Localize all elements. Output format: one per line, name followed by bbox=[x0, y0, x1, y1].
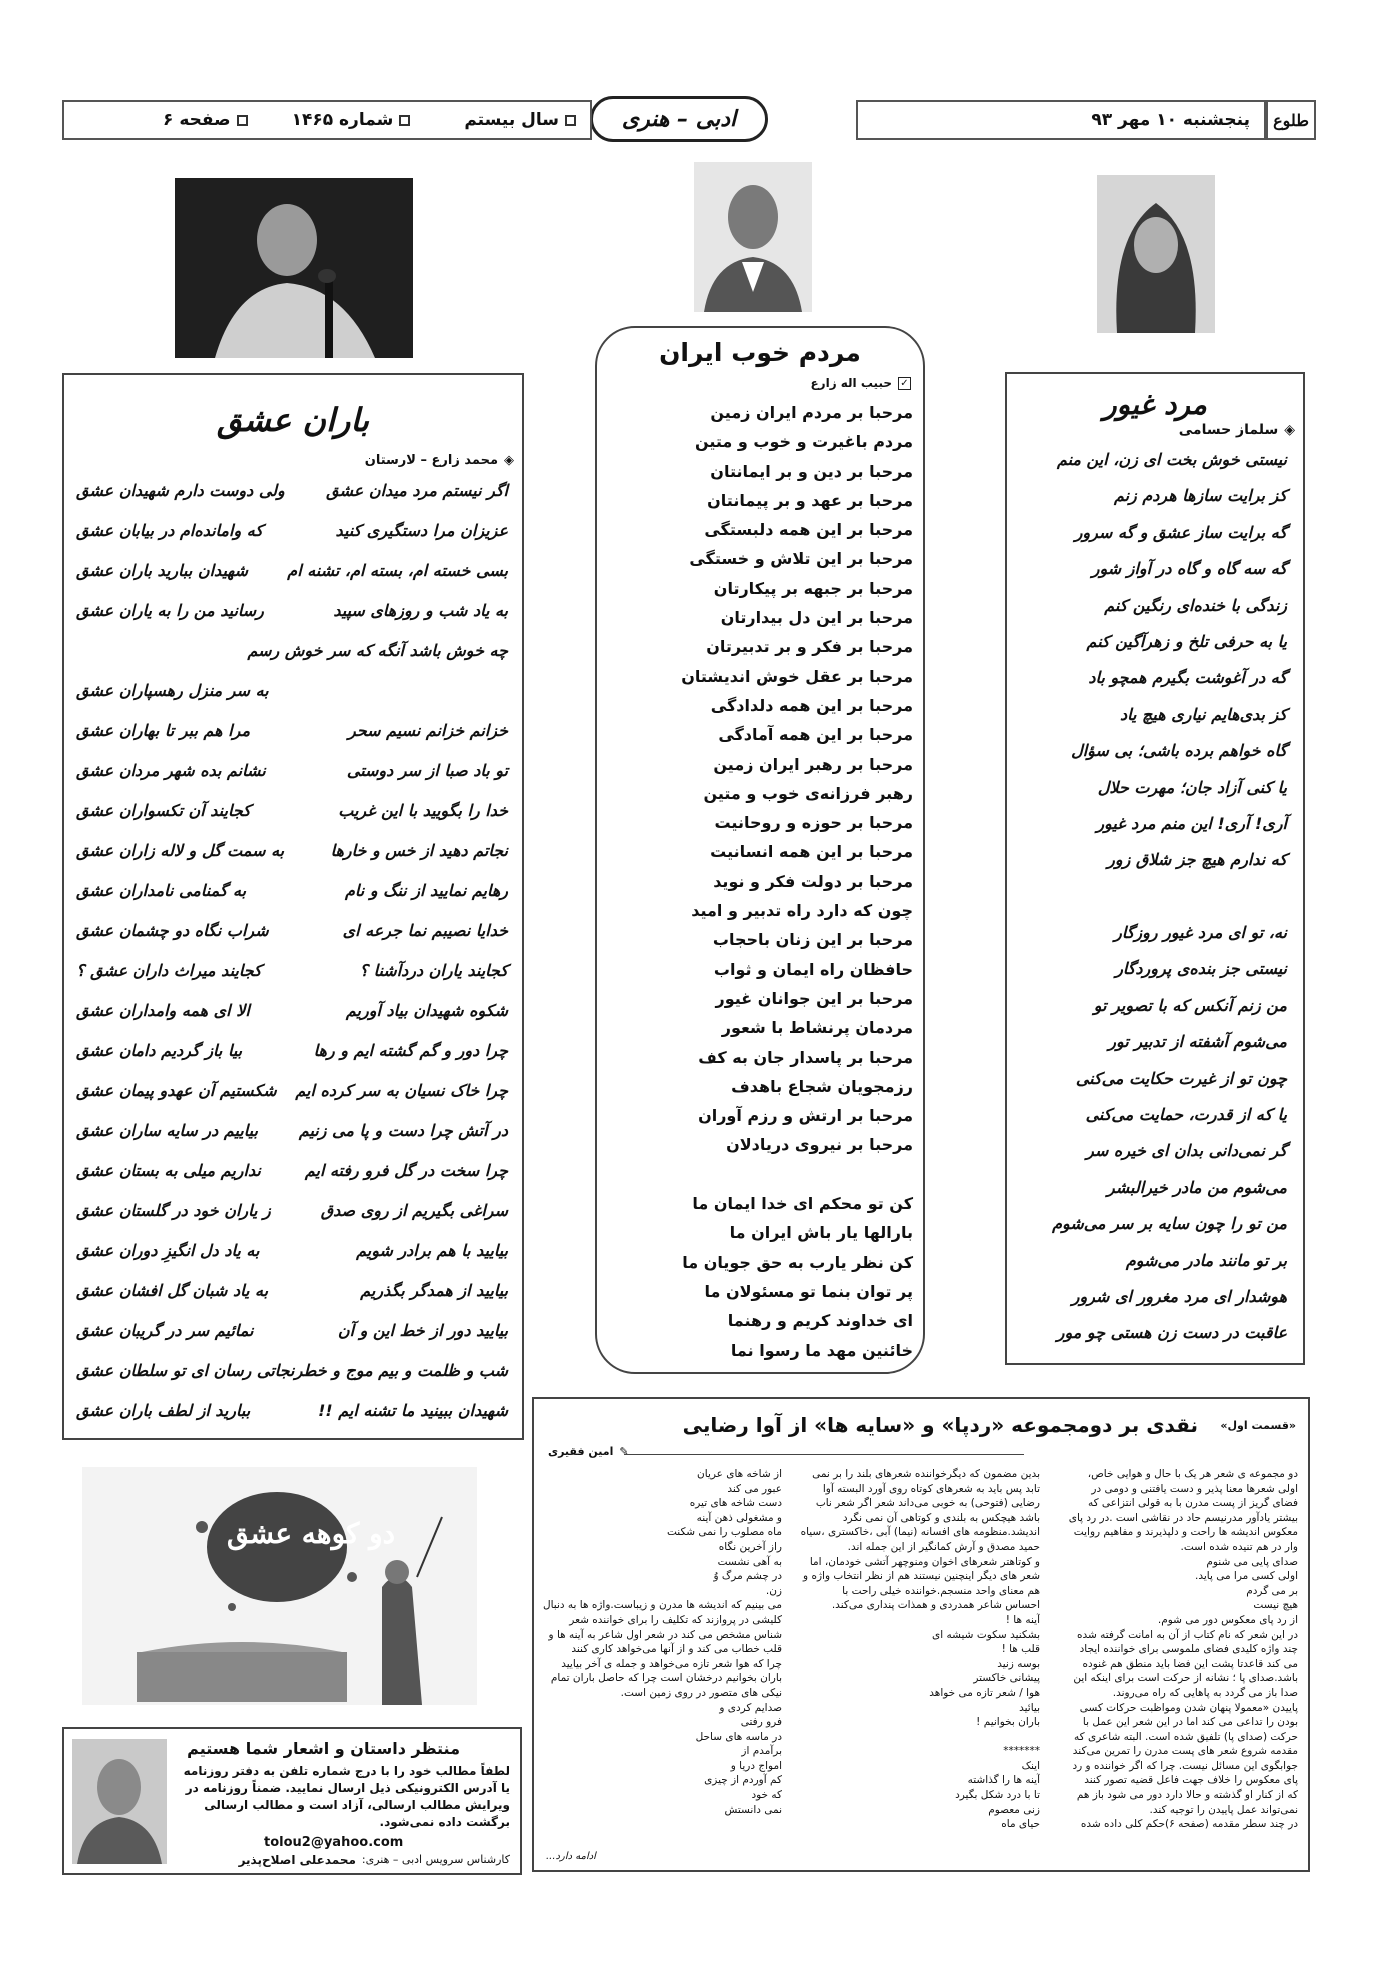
article-line: می بینیم که اندیشه ها مدرن و زیباست.واژه ها به دنبال bbox=[542, 1599, 782, 1612]
article-line: فضای گریز از پست مدرن با به قولی انتزاعی که bbox=[1087, 1497, 1298, 1510]
notice-line: لطفاً مطالب خود را با درج شماره تلفن به دفتر روزنامه bbox=[183, 1764, 510, 1778]
article-line: از شاخه های عریان bbox=[697, 1468, 782, 1480]
poem-line bbox=[607, 1160, 913, 1189]
article-line: بوسه زنید bbox=[997, 1657, 1040, 1670]
author-photo-middle bbox=[694, 162, 812, 312]
second-hemistich: ز یاران خود در گلستان عشق bbox=[76, 1201, 271, 1220]
article-line: باشد.صدای پا ؛ نشانه از حرکت است برای اینکه این bbox=[1073, 1672, 1298, 1685]
section-title: ادبی – هنری bbox=[621, 106, 737, 132]
article-line: بودن را تداعی می کند اما در این شعر این عمل با bbox=[1082, 1716, 1298, 1729]
article-line: صدایم کردی و bbox=[719, 1701, 782, 1714]
poem-title: مرد غیور bbox=[1103, 388, 1207, 421]
article-line: نمی دانستش bbox=[724, 1803, 782, 1816]
second-hemistich: مرا هم ببر تا بهاران عشق bbox=[76, 721, 251, 740]
couplet-row bbox=[76, 951, 508, 991]
author-name: حبیب اله زارع bbox=[810, 376, 892, 390]
author-photo-left bbox=[175, 178, 413, 358]
poem-line: یا که از قدرت، حمایت می‌کنی bbox=[1085, 1105, 1287, 1125]
second-hemistich: بیا باز گردیم دامان عشق bbox=[76, 1041, 243, 1060]
poem-line: مرحبا بر این همه دلدادگی bbox=[710, 695, 913, 715]
couplet-row bbox=[76, 711, 508, 751]
notice-line: ویرایش مطالب ارسالی، آزاد است و مطالب ارسالی bbox=[204, 1798, 510, 1812]
first-hemistich: کجایند یاران دردآشنا ؟ bbox=[359, 961, 508, 980]
couplet-row bbox=[76, 1391, 508, 1431]
poem-line: مرحبا بر عهد و بر پیمانتان bbox=[707, 490, 913, 510]
signature-name: محمدعلی اصلاح‌پذیر bbox=[238, 1853, 356, 1867]
article-line: پاییدن «معمولا پنهان شدن ومواظبت حرکات کسی bbox=[1079, 1701, 1298, 1714]
couplet-row bbox=[76, 1191, 508, 1231]
poem-author bbox=[810, 376, 911, 390]
article-line: در ماسه های ساحل bbox=[695, 1730, 782, 1743]
article-line: بدین مضمون که دیگرخواننده شعرهای بلند را بر نمی bbox=[812, 1468, 1040, 1480]
first-hemistich: چرا سخت در گل فرو رفته ایم bbox=[304, 1161, 508, 1180]
couplet-row bbox=[76, 1151, 508, 1191]
second-hemistich: شراب نگاه دو چشمان عشق bbox=[76, 921, 269, 940]
couplet-row bbox=[76, 831, 508, 871]
first-hemistich: اگر نیستم مرد میدان عشق bbox=[326, 481, 508, 500]
section-badge bbox=[590, 96, 768, 142]
article-part-label: «قسمت اول» bbox=[1220, 1419, 1296, 1432]
title-rule bbox=[624, 1454, 1024, 1455]
second-hemistich: رسانید من را به یاران عشق bbox=[76, 601, 264, 620]
second-hemistich: به گمنامی نامداران عشق bbox=[76, 881, 247, 900]
article-author bbox=[548, 1445, 629, 1458]
first-hemistich: رهایم نمایید از ننگ و نام bbox=[345, 881, 508, 900]
poem-line bbox=[1017, 879, 1287, 915]
couplet-row bbox=[76, 791, 508, 831]
second-hemistich: شهیدان ببارید باران عشق bbox=[76, 561, 249, 580]
second-hemistich: نمائیم سر در گریبان عشق bbox=[76, 1321, 254, 1340]
first-hemistich: شب و ظلمت و بیم موج و خطر bbox=[294, 1361, 508, 1380]
first-hemistich: بیایید دور از خط این و آن bbox=[337, 1321, 508, 1340]
first-hemistich: خزانم خزانم نسیم سحر bbox=[347, 721, 508, 740]
notice-line: برگشت داده نمی‌شود. bbox=[379, 1815, 510, 1829]
masthead-logo bbox=[1266, 100, 1316, 140]
first-hemistich: نجاتم دهید از خس و خارها bbox=[330, 841, 508, 860]
article-line: بر می گردم bbox=[1246, 1584, 1298, 1597]
poem-line: هوشدار ای مرد مغرور ای شرور bbox=[1071, 1286, 1287, 1306]
first-hemistich: در آتش چرا دست و پا می زنیم bbox=[298, 1121, 508, 1140]
notice-title: منتظر داستان و اشعار شما هستیم bbox=[187, 1739, 460, 1758]
poem-line: مرحبا بر جبهه بر پیکارتان bbox=[713, 578, 913, 598]
article-line: قلب خطاب می کند و از آنها می‌خواهد کاری کنند bbox=[571, 1643, 782, 1656]
couplet-row bbox=[76, 871, 508, 911]
article-box bbox=[532, 1397, 1310, 1872]
couplet-row bbox=[76, 551, 508, 591]
second-hemistich: نجاتی رسان ای تو سلطان عشق bbox=[76, 1361, 295, 1380]
second-hemistich: شکستیم آن عهدو پیمان عشق bbox=[76, 1081, 277, 1100]
poem-title: مردم خوب ایران bbox=[659, 338, 861, 367]
couplet-row bbox=[76, 991, 508, 1031]
editor-photo bbox=[72, 1739, 167, 1864]
article-line: کلیشی در پروازند که تکلیف را برای خواننده شعر bbox=[569, 1613, 782, 1626]
article-line: تابد پس باید به شعرهای کوتاه روی آورد البسته آوا bbox=[822, 1482, 1040, 1495]
article-line: آینه ها ! bbox=[1005, 1613, 1040, 1626]
couplet-row bbox=[76, 511, 508, 551]
issue-number: شماره ۱۴۶۵ bbox=[291, 110, 394, 130]
article-line: دست شاخه های تیره bbox=[689, 1497, 782, 1510]
poem-line: چون تو از غیرت حکایت می‌کنی bbox=[1075, 1068, 1287, 1088]
article-line: وار در هم تنیده شده است. bbox=[1180, 1540, 1298, 1553]
first-hemistich: چه خوش باشد آنگه که سر خوش رسم bbox=[247, 641, 508, 660]
article-line: صدا باز می گردد به پاهایی که راه می‌روند. bbox=[1112, 1686, 1298, 1699]
first-hemistich: چرا خاک نسیان به سر کرده ایم bbox=[295, 1081, 508, 1100]
poem-line: کز بدی‌هایم نیاری هیچ یاد bbox=[1120, 704, 1287, 724]
article-line: شعر های دیگر اینچنین نیستند هم از نظر انتخاب واژه و bbox=[803, 1570, 1040, 1583]
poem-line: بارالها یار باش ایران ما bbox=[729, 1223, 913, 1243]
article-line: فرو رفتی bbox=[740, 1716, 782, 1729]
header-issue-strip bbox=[62, 100, 592, 140]
article-line: در چشم مرگ وُ bbox=[713, 1570, 782, 1583]
poem-line: گه در آغوشت بگیرم همچو باد bbox=[1088, 668, 1287, 688]
article-line: آینه ها را گذاشته bbox=[967, 1774, 1040, 1787]
couplet-row bbox=[76, 471, 508, 511]
couplet-row bbox=[76, 671, 508, 711]
square-bullet-icon bbox=[237, 115, 248, 126]
second-hemistich: ولی دوست دارم شهیدان عشق bbox=[76, 481, 285, 500]
square-bullet-icon bbox=[565, 115, 576, 126]
poem-line: مرحبا بر دولت فکر و نوید bbox=[713, 871, 913, 891]
square-bullet-icon bbox=[399, 115, 410, 126]
article-line: کم آوردم از چیزی bbox=[704, 1774, 782, 1787]
poem-line: می‌شوم آشفته از تدبیر تور bbox=[1108, 1032, 1287, 1052]
article-line: رضایی (فتوحی) به خوبی می‌داند شعر اگر شعر ناب bbox=[815, 1497, 1040, 1510]
poem-line: مرحبا بر پاسدار جان به کف bbox=[698, 1047, 913, 1067]
article-line: دو مجموعه ی شعر هر یک با حال و هوایی خاص، bbox=[1087, 1468, 1298, 1480]
couplet-row bbox=[76, 1351, 508, 1391]
poem-line: مردمان پرنشاط با شعور bbox=[721, 1018, 913, 1038]
poem-line: مرحبا بر فکر و بر تدبیرتان bbox=[706, 637, 913, 657]
continued-note: ادامه دارد... bbox=[546, 1851, 596, 1862]
poem-line: مرحبا بر این همه آمادگی bbox=[718, 725, 913, 745]
poem-line: من زنم آنکس که با تصویر تو bbox=[1093, 995, 1287, 1015]
couplet-row bbox=[76, 911, 508, 951]
article-line: اولی کسی مرا می پاید. bbox=[1194, 1570, 1298, 1583]
poem-line: مرحبا بر این همه دلبستگی bbox=[704, 520, 913, 540]
year-item bbox=[464, 110, 576, 130]
author-name: محمد زارع – لارستان bbox=[364, 453, 498, 468]
first-hemistich: چرا دور و گم گشته ایم و رها bbox=[313, 1041, 508, 1060]
article-line: صدای پایی می شنوم bbox=[1206, 1555, 1298, 1568]
article-line bbox=[795, 1730, 1040, 1745]
poem-line: مرحبا بر این زنان باحجاب bbox=[712, 930, 913, 950]
poem-author bbox=[1179, 422, 1295, 438]
poem-line: نیستی جز بنده‌ی پروردگار bbox=[1115, 959, 1287, 979]
logo-text: طلوع bbox=[1273, 110, 1309, 130]
notice-body bbox=[170, 1763, 510, 1831]
issue-number-item bbox=[292, 110, 411, 130]
first-hemistich: بیایید با هم برادر شویم bbox=[356, 1241, 508, 1260]
couplet-row bbox=[76, 1111, 508, 1151]
submission-notice-box bbox=[62, 1727, 522, 1875]
poem-line: آری! آری! این منم مرد غیور bbox=[1096, 813, 1287, 833]
couplet-row bbox=[76, 1071, 508, 1111]
poem-line: کن تو محکم ای خدا ایمان ما bbox=[692, 1194, 913, 1214]
first-hemistich: تو باد صبا از سر دوستی bbox=[346, 761, 508, 780]
couplet-row bbox=[76, 591, 508, 631]
poem-line: حافظان راه ایمان و ثواب bbox=[713, 959, 913, 979]
poem-line: نه، تو ای مرد غیور روزگار bbox=[1114, 923, 1287, 943]
article-line: معکوس اندیشه ها راحت و دلپذیرند و مفاهیم روایت bbox=[1073, 1526, 1298, 1539]
poem-line: مرحبا بر این جوانان غیور bbox=[715, 988, 913, 1008]
poem-box-middle bbox=[595, 326, 925, 1374]
poem-line: چون که دارد راه تدبیر و امید bbox=[691, 901, 913, 921]
article-line: باران بخوانیم ! bbox=[976, 1716, 1040, 1729]
couplet-row bbox=[76, 751, 508, 791]
first-hemistich: خدایا نصیبم نما جرعه ای bbox=[342, 921, 508, 940]
author-name: امین فقیری bbox=[548, 1445, 614, 1458]
first-hemistich: به یاد شب و روزهای سپید bbox=[333, 601, 508, 620]
article-line: ******* bbox=[1003, 1745, 1040, 1758]
poem-line: زندگی با خنده‌ای رنگین کنم bbox=[1104, 595, 1287, 615]
poem-line: من تو را چون سایه بر سر می‌شوم bbox=[1052, 1214, 1287, 1234]
poem-line: عاقبت در دست زن هستی چو مور bbox=[1056, 1323, 1287, 1343]
poem-line: گه سه گاه و گاه در آواز شور bbox=[1091, 559, 1287, 579]
article-line: برآمدم از bbox=[741, 1745, 782, 1758]
article-column-2 bbox=[795, 1467, 1040, 1862]
first-hemistich: خدا را بگویید با این غریب bbox=[338, 801, 508, 820]
article-line: حرکت (صدای پا) تلفیق شده است. البته شاعری که bbox=[1074, 1730, 1298, 1743]
notice-line: یا آدرس الکترونیکی ذیل ارسال نمایید. ضمناً روزنامه در bbox=[185, 1781, 510, 1795]
article-line: قلب ها ! bbox=[1001, 1643, 1040, 1656]
poem-line: می‌شوم من مادر خیرالبشر bbox=[1106, 1177, 1287, 1197]
second-hemistich: نداریم میلی به بستان عشق bbox=[76, 1161, 261, 1180]
poem-lines bbox=[1017, 442, 1287, 1352]
poem-line: مرحبا بر این دل بیدارتان bbox=[720, 608, 913, 628]
article-line: حمید مصدق و آرش کمانگیر از این جمله اند. bbox=[847, 1540, 1040, 1553]
second-hemistich: به سر منزل رهسپاران عشق bbox=[76, 681, 269, 700]
article-line: احساس شاعر همدردی و همذات پنداری می‌کند. bbox=[831, 1599, 1040, 1612]
poem-line: مرحبا بر مردم ایران زمین bbox=[710, 403, 913, 422]
first-hemistich: شهیدان ببینید ما تشنه ایم !! bbox=[318, 1401, 508, 1420]
poem-line: که ندارم هیچ جز شلاق زور bbox=[1107, 850, 1287, 870]
signature-label: کارشناس سرویس ادبی – هنری: bbox=[361, 1853, 510, 1866]
article-line: پای معکوس را خلاف جهت فاعل قضیه تصور کنند bbox=[1084, 1774, 1298, 1787]
article-line: و مشغولی ذهن آینه bbox=[696, 1511, 782, 1524]
article-line: ماه مصلوب را نمی شکنت bbox=[667, 1526, 782, 1539]
couplet-row bbox=[76, 1231, 508, 1271]
article-line: شناس مشخص می کند در شعر اول شاعر به آینه ها و bbox=[548, 1628, 782, 1641]
article-line: عبور می کند bbox=[727, 1482, 782, 1495]
first-hemistich: بسی خسته ام، بسته ام، تشنه ام bbox=[287, 561, 508, 580]
poem-line: مرحبا بر ارتش و رزم آوران bbox=[698, 1106, 913, 1126]
article-line: می کند قاعدتا پشت این فضا باید منطق هم غنوده bbox=[1082, 1657, 1298, 1670]
editor-signature bbox=[239, 1853, 510, 1867]
first-hemistich: بیایید از همدگر بگذریم bbox=[360, 1281, 508, 1300]
poem-line: کز برایت سازها هردم زنم bbox=[1113, 486, 1287, 506]
article-line: پیشانی خاکستر bbox=[973, 1672, 1040, 1685]
contact-email[interactable]: tolou2@yahoo.com bbox=[264, 1835, 404, 1850]
second-hemistich: الا ای همه وامداران عشق bbox=[76, 1001, 250, 1020]
poem-line: رهبر فرزانه‌ی خوب و متین bbox=[703, 783, 913, 803]
year-text: سال بیستم bbox=[464, 110, 559, 130]
header-date-strip bbox=[856, 100, 1266, 140]
poem-title: باران عشق bbox=[217, 401, 369, 439]
poem-line: گاه خواهم برده باشی؛ بی سؤال bbox=[1071, 741, 1287, 761]
second-hemistich: بیاییم در سایه ساران عشق bbox=[76, 1121, 258, 1140]
couplet-row bbox=[76, 631, 508, 671]
poem-lines bbox=[607, 398, 913, 1365]
article-line: باشد هیچکس به بلندی و کوتاهی آن نمی نگرد bbox=[842, 1511, 1040, 1524]
poem-line: مرحبا بر این همه انسانیت bbox=[710, 842, 913, 862]
poem-line: مرحبا بر این تلاش و خستگی bbox=[689, 549, 913, 569]
first-hemistich: شکوه شهیدان بیاد آوریم bbox=[345, 1001, 508, 1020]
checkbox-icon: ✓ bbox=[898, 377, 911, 390]
page-number: صفحه ۶ bbox=[163, 110, 231, 130]
author-photo-right bbox=[1097, 175, 1215, 333]
article-line: جوابگوی این مسائل نیست. چرا که اگر خواننده و رد bbox=[1072, 1759, 1298, 1772]
article-line: حیای ماه bbox=[1001, 1818, 1040, 1831]
article-line: اندیشد.منظومه های افسانه (نیما) آبی ،خاکستری ،سیاه bbox=[800, 1526, 1040, 1539]
article-line: بیائید bbox=[1019, 1701, 1040, 1714]
poem-line: نیستی خوش بخت ای زن، این منم bbox=[1056, 450, 1287, 469]
article-line: چرا که هوا شعر تازه می‌خواهد و جمله ی آخر بیایید bbox=[561, 1657, 782, 1670]
poem-line: گه برایت ساز عشق و گه سرور bbox=[1074, 522, 1287, 542]
couplet-row bbox=[76, 1311, 508, 1351]
article-line: راز آخرین نگاه bbox=[718, 1540, 782, 1553]
article-line: هم معنای واحد منسجم.خواننده خیلی راحت با bbox=[842, 1584, 1040, 1597]
poem-line: بر تو مانند مادر می‌شوم bbox=[1125, 1250, 1287, 1270]
poem-line: رزمجویان شجاع باهدف bbox=[731, 1076, 913, 1096]
article-line: از رد پای معکوس دور می شوم. bbox=[1157, 1613, 1298, 1626]
article-line: نمی‌تواند عمل پاییدن را توجیه کند. bbox=[1149, 1803, 1298, 1816]
article-line: امواج دریا و bbox=[730, 1759, 782, 1772]
poem-author bbox=[365, 453, 514, 468]
poem-line: کن نظر یارب به حق جویان ما bbox=[682, 1252, 913, 1272]
issue-date: پنجشنبه ۱۰ مهر ۹۳ bbox=[1091, 110, 1250, 130]
poem-line: مرحبا بر رهبر ایران زمین bbox=[713, 754, 913, 774]
poem-line: پر توان بنما تو مسئولان ما bbox=[704, 1281, 913, 1301]
pen-icon: ✎ bbox=[619, 1445, 629, 1458]
first-hemistich: عزیزان مرا دستگیری کنید bbox=[335, 521, 508, 540]
couplet-row bbox=[76, 1031, 508, 1071]
first-hemistich: سراغی بگیریم از روی صدق bbox=[320, 1201, 508, 1220]
poem-line: ای خداوند کریم و رهنما bbox=[727, 1311, 913, 1331]
article-line: هوا / شعر تازه می خواهد bbox=[929, 1686, 1040, 1699]
second-hemistich: به سمت گل و لاله زاران عشق bbox=[76, 841, 285, 860]
article-line: که خود bbox=[751, 1789, 782, 1802]
war-image-calligraphy: دو کوهه عشق bbox=[227, 1517, 396, 1550]
poem-line: مرحبا بر دین و بر ایمانتان bbox=[710, 461, 913, 481]
poem-line: مرحبا بر نیروی دریادلان bbox=[726, 1135, 913, 1155]
article-line: باران بخوانیم درخشان است چرا که حاصل باران تمام bbox=[550, 1672, 782, 1685]
diamond-bullet-icon: ◈ bbox=[504, 453, 514, 468]
war-commemoration-image bbox=[82, 1467, 477, 1705]
poem-line: خائنین مهد ما رسوا نما bbox=[730, 1340, 913, 1360]
article-line: تا با درد شکل بگیرد bbox=[955, 1789, 1040, 1802]
article-line: هیچ نیست bbox=[1253, 1599, 1298, 1612]
article-line: که از کنار او گذشته و حالا دارد دور می شود باز هم bbox=[1076, 1789, 1298, 1802]
article-column-1 bbox=[1053, 1467, 1298, 1862]
second-hemistich: به یاد شبان گل افشان عشق bbox=[76, 1281, 269, 1300]
poem-line: یا به حرفی تلخ و زهرآگین کنم bbox=[1086, 631, 1287, 651]
second-hemistich: به یاد دل انگیزِ دوران عشق bbox=[76, 1241, 260, 1260]
article-line: در این شعر که نام کتاب از آن به امانت گرفته شده bbox=[1076, 1628, 1298, 1641]
second-hemistich: که وامانده‌ام در بیابان عشق bbox=[76, 521, 263, 540]
poem-line: مرحبا بر عقل خوش اندیشتان bbox=[681, 666, 913, 686]
article-line: نیکی های متصور در روی زمین است. bbox=[620, 1686, 782, 1699]
poem-box-right bbox=[1005, 372, 1305, 1365]
article-line: اولی شعرها معنا پذیر و دست یافتنی و دومی در bbox=[1091, 1482, 1298, 1495]
couplet-row bbox=[76, 1271, 508, 1311]
article-line: زنی معصوم bbox=[988, 1803, 1040, 1816]
author-name: سلماز حسامی bbox=[1178, 422, 1279, 438]
diamond-bullet-icon: ◈ bbox=[1284, 422, 1295, 438]
poem-line: گر نمی‌دانی بدان ای خیره سر bbox=[1086, 1141, 1287, 1161]
article-line: اینک bbox=[1021, 1759, 1040, 1772]
poem-line: مردم باغیرت و خوب و متین bbox=[694, 432, 913, 452]
article-line: مقدمه شروع شعر های پست مدرن را تمرین می‌کند bbox=[1072, 1745, 1298, 1758]
article-title: نقدی بر دومجموعه «ردپا» و «سایه ها» از آوا رضایی bbox=[682, 1413, 1198, 1437]
poem-line: مرحبا بر حوزه و روحانیت bbox=[714, 813, 913, 833]
second-hemistich: نشانم بده شهر مردان عشق bbox=[76, 761, 266, 780]
article-line: چند واژه کلیدی فضای ملموسی برای خواننده ایجاد bbox=[1079, 1643, 1298, 1656]
article-line: و کوتاهتر شعرهای اخوان ومنوچهر آتشی خودمان، اما bbox=[809, 1555, 1040, 1568]
second-hemistich: کجایند میراث داران عشق ؟ bbox=[76, 961, 262, 980]
page-number-item bbox=[163, 110, 248, 130]
poem-line: یا کنی آزاد جان؛ مهرت حلال bbox=[1097, 777, 1287, 797]
second-hemistich: کجایند آن تکسواران عشق bbox=[76, 801, 251, 820]
article-column-3 bbox=[542, 1467, 782, 1847]
poem-lines bbox=[76, 471, 508, 1431]
article-line: به آهی نشست bbox=[717, 1555, 782, 1568]
article-line: در چند سطر مقدمه (صفحه ۶)حکم کلی داده شده bbox=[1080, 1818, 1298, 1831]
article-line: بشکنید سکوت شیشه ای bbox=[932, 1628, 1040, 1641]
article-line: بیشتر یادآور مدرنیسم حاد در نقاشی است .در رد پای bbox=[1068, 1511, 1298, 1524]
article-line: زن. bbox=[765, 1584, 782, 1597]
second-hemistich: ببارید از لطف باران عشق bbox=[76, 1401, 251, 1420]
poem-box-left bbox=[62, 373, 524, 1440]
